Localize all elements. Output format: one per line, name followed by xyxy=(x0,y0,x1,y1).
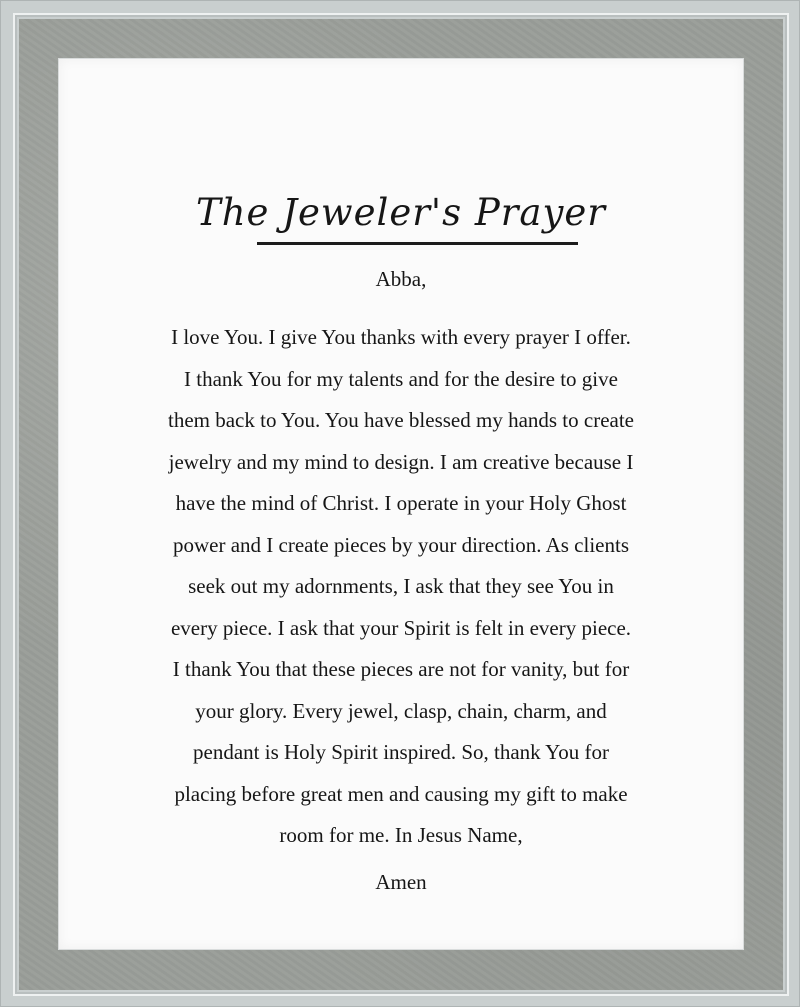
prayer-closing: Amen xyxy=(375,870,427,894)
prayer-line: every piece. I ask that your Spirit is felt in every piece. xyxy=(170,615,632,640)
prayer-body xyxy=(121,317,681,857)
prayer-line: power and I create pieces by your direction. As clients xyxy=(172,532,629,557)
prayer-line: I love You. I give You thanks with every prayer I offer. xyxy=(171,325,631,349)
prayer-line: I thank You that these pieces are not for vanity, but for xyxy=(172,657,630,681)
prayer-greeting: Abba, xyxy=(375,267,427,291)
frame-mat xyxy=(19,19,783,990)
prayer-line: have the mind of Christ. I operate in your Holy Ghost xyxy=(175,491,627,515)
prayer-line: your glory. Every jewel, clasp, chain, charm, and xyxy=(195,698,607,723)
prayer-paper xyxy=(59,59,743,949)
prayer-line: jewelry and my mind to design. I am creative because I xyxy=(168,449,634,474)
prayer-line: I thank You for my talents and for the desire to give xyxy=(184,366,618,391)
prayer-line: pendant is Holy Spirit inspired. So, thank You for xyxy=(193,740,609,764)
prayer-line: them back to You. You have blessed my hands to create xyxy=(167,408,635,432)
prayer-line: seek out my adornments, I ask that they see You in xyxy=(188,574,614,598)
prayer-line: placing before great men and causing my gift to make xyxy=(174,781,628,806)
title-underline xyxy=(257,242,578,245)
prayer-line: room for me. In Jesus Name, xyxy=(279,823,523,847)
prayer-title: The Jeweler's Prayer xyxy=(196,191,606,234)
